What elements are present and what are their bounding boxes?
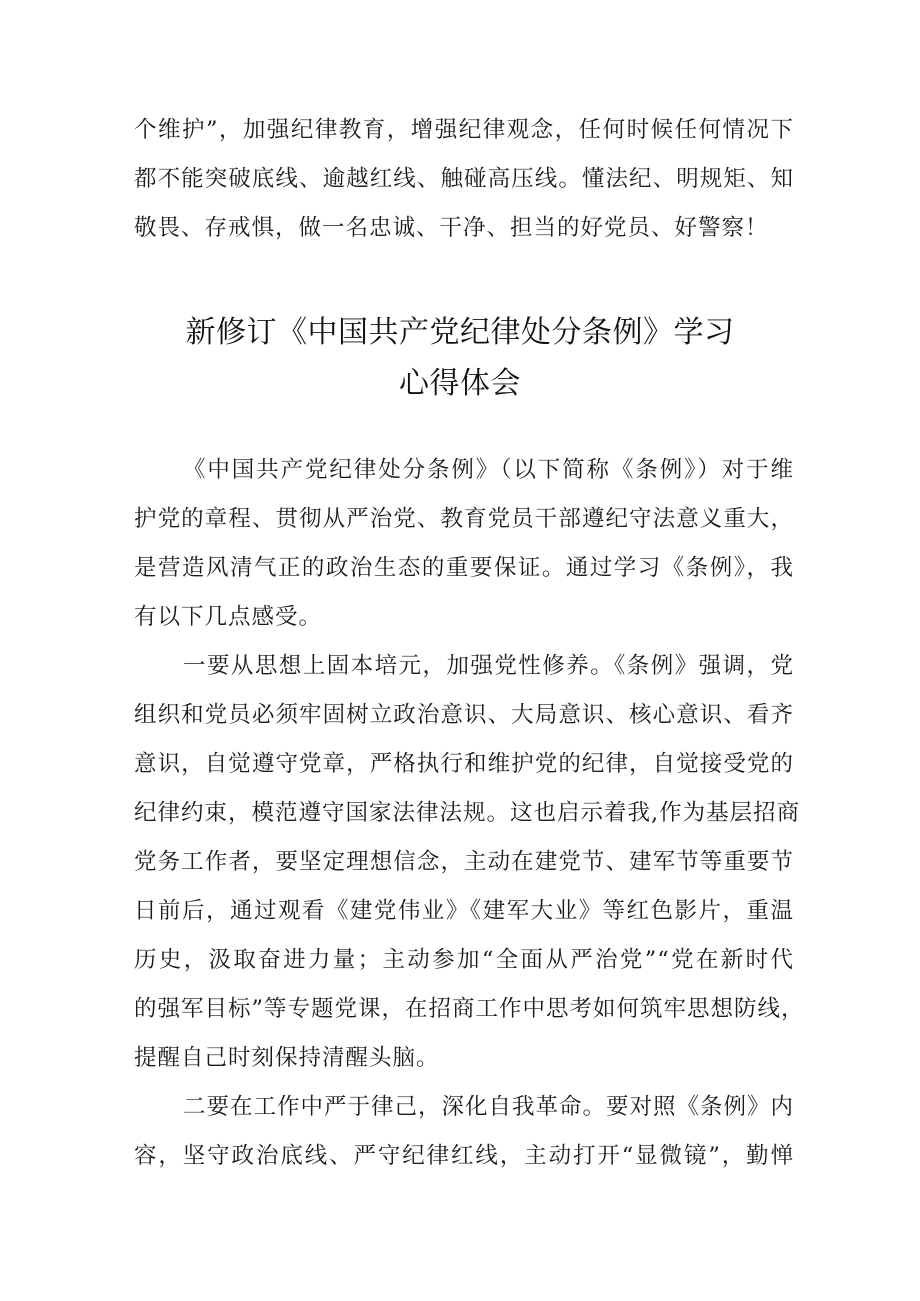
paragraph2-line-9: 提醒自己时刻保持清醒头脑。 bbox=[134, 1045, 440, 1071]
paragraph2-line-8: 的强军目标”等专题党课，在招商工作中思考如何筑牢思想防线， bbox=[134, 996, 805, 1022]
intro-line-3: 敬畏、存戒惧，做一名忠诚、干净、担当的好党员、好警察！ bbox=[134, 215, 769, 241]
intro-line-2: 都不能突破底线、逾越红线、触碰高压线。懂法纪、明规矩、知 bbox=[134, 166, 794, 192]
paragraph1-line-3: 是营造风清气正的政治生态的重要保证。通过学习《条例》，我 bbox=[134, 555, 794, 581]
paragraph2-line-4: 纪律约束，模范遵守国家法律法规。这也启示着我,作为基层招商 bbox=[134, 800, 801, 826]
paragraph2-line-6: 日前后，通过观看《建党伟业》《建军大业》等红色影片，重温 bbox=[134, 898, 794, 924]
intro-line-1: 个维护”，加强纪律教育，增强纪律观念，任何时候任何情况下 bbox=[134, 117, 794, 143]
paragraph3-line-2: 容，坚守政治底线、严守纪律红线，主动打开“显微镜”，勤惮 bbox=[134, 1143, 794, 1169]
paragraph2-line-1: 一要从思想上固本培元，加强党性修养。《条例》强调，党 bbox=[183, 653, 794, 679]
paragraph3-line-1: 二要在工作中严于律己，深化自我革命。要对照《条例》内 bbox=[183, 1094, 795, 1120]
paragraph2-line-7: 历史，汲取奋进力量；主动参加“全面从严治党”“党在新时代 bbox=[134, 947, 794, 973]
document-title-line-2: 心得体会 bbox=[399, 366, 521, 401]
paragraph1-line-4: 有以下几点感受。 bbox=[134, 604, 323, 630]
paragraph1-line-1: 《中国共产党纪律处分条例》（以下简称《条例》）对于维 bbox=[183, 457, 794, 483]
paragraph2-line-3: 意识，自觉遵守党章，严格执行和维护党的纪律，自觉接受党的 bbox=[134, 751, 794, 777]
paragraph1-line-2: 护党的章程、贯彻从严治党、教育党员干部遵纪守法意义重大， bbox=[134, 506, 794, 532]
paragraph2-line-2: 组织和党员必须牢固树立政治意识、大局意识、核心意识、看齐 bbox=[134, 702, 794, 728]
paragraph2-line-5: 党务工作者，要坚定理想信念，主动在建党节、建军节等重要节 bbox=[134, 849, 794, 875]
document-title-line-1: 新修订《中国共产党纪律处分条例》学习 bbox=[185, 315, 735, 350]
